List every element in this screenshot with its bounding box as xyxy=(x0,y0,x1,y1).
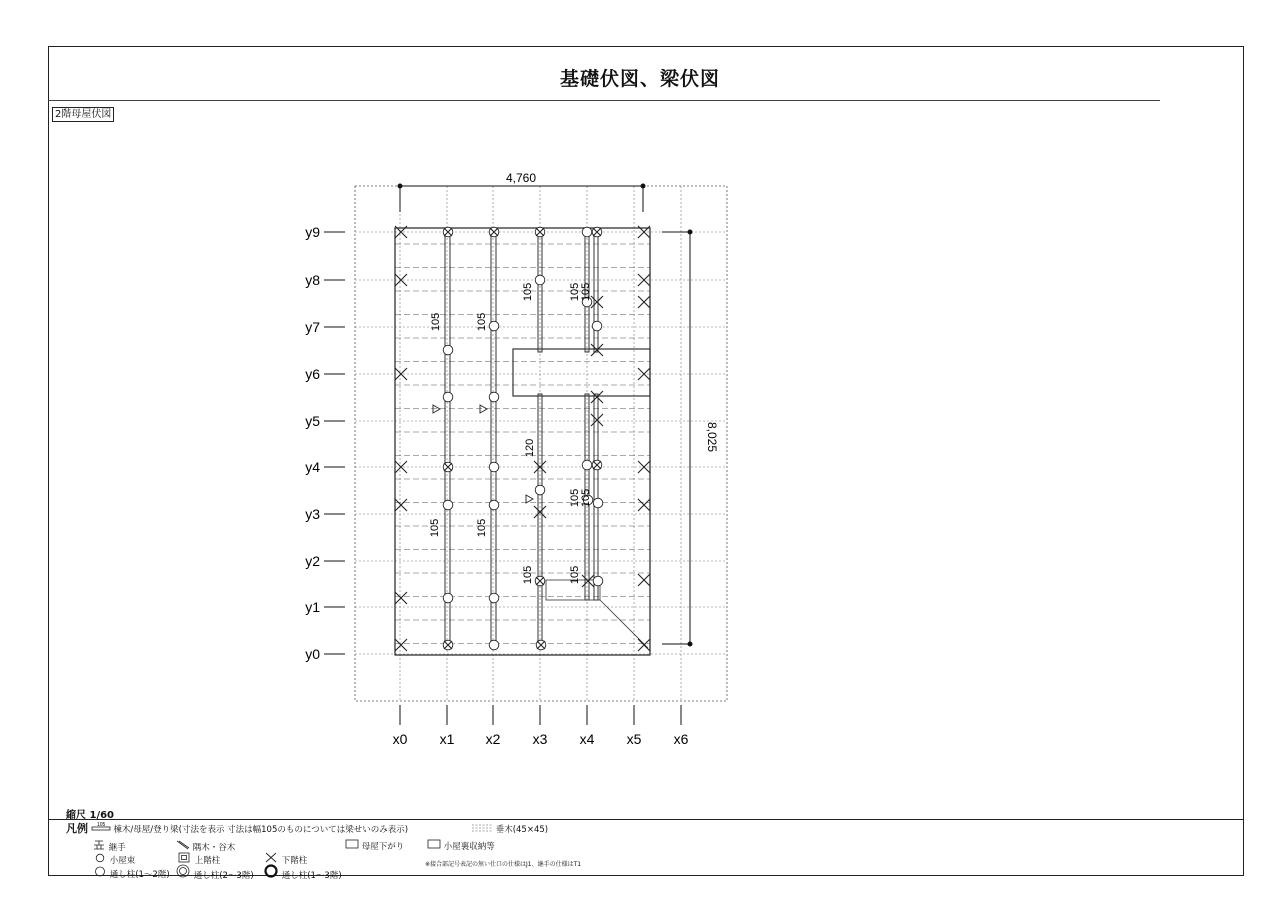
legend-hip: 隅木・谷木 xyxy=(192,843,236,853)
member-size-label: 105 xyxy=(569,488,581,508)
y-axis-label: y9 xyxy=(305,224,320,240)
member-size-label: 105 xyxy=(430,312,442,332)
x-axis-label: x3 xyxy=(532,731,548,747)
legend-upper-post: 上階柱 xyxy=(194,856,221,866)
strut-circle xyxy=(489,500,499,510)
strut-circle xyxy=(489,462,499,472)
legend-attic-item xyxy=(427,839,495,852)
lower-post-cross xyxy=(638,499,650,511)
member-size-label: 105 xyxy=(580,282,592,302)
beam-symbol-icon xyxy=(91,822,111,832)
strut-circle xyxy=(535,485,545,495)
width-dimension-text: 4,760 xyxy=(505,171,537,185)
plan-label: 2階母屋伏図 xyxy=(52,107,114,122)
strut-circle xyxy=(535,275,545,285)
strut-circle xyxy=(443,392,453,402)
grid-lines xyxy=(355,186,727,701)
strut-circle xyxy=(593,576,603,586)
y-axis-label: y5 xyxy=(305,413,320,429)
height-dimension xyxy=(662,230,692,646)
y-axis-label: y6 xyxy=(305,366,320,382)
purlin-beams xyxy=(445,232,650,648)
strut-circle xyxy=(489,640,499,650)
purlin-x2 xyxy=(491,232,496,646)
strut-circle xyxy=(592,321,602,331)
y-axis-label: y4 xyxy=(305,459,320,475)
strut-circle xyxy=(489,593,499,603)
strut-circle xyxy=(489,392,499,402)
legend-purlin-drop: 母屋下がり xyxy=(361,842,405,852)
legend-rafter: 垂木(45×45) xyxy=(495,825,549,835)
y-axis-label: y7 xyxy=(305,319,320,335)
strut-circle xyxy=(443,500,453,510)
legend-strut-item xyxy=(95,853,135,866)
strut-circle xyxy=(443,593,453,603)
strut-circle xyxy=(582,460,592,470)
member-size-labels xyxy=(429,283,592,584)
legend-purlin-drop-item xyxy=(345,839,404,852)
through-post-23-icon xyxy=(176,864,191,878)
lower-post-cross xyxy=(591,391,603,403)
hip-symbol-icon xyxy=(176,840,190,850)
legend-rafter-item xyxy=(471,824,548,835)
purlin-x1 xyxy=(445,232,450,646)
legend-through-13-item xyxy=(264,864,342,881)
y-axis-label: y1 xyxy=(305,599,320,615)
x-axis-label: x5 xyxy=(626,731,642,747)
height-dimension-text: 8,025 xyxy=(705,421,719,453)
drawing-title: 基礎伏図、梁伏図 xyxy=(560,68,721,90)
member-size-label: 105 xyxy=(522,282,534,302)
legend-beam: 棟木/母屋/登り梁(寸法を表示 寸法は幅105のものについては梁せいのみ表示) xyxy=(113,825,409,835)
legend-note: ※接合部記号表記の無い仕口の仕様はJ1、継手の仕様はT1 xyxy=(425,861,582,868)
purlin-x4b-upper xyxy=(594,232,598,352)
legend-through-23-item xyxy=(176,864,254,881)
legend-title: 凡例 xyxy=(66,822,88,835)
joint-symbol-icon xyxy=(92,840,106,850)
x-axis-labels xyxy=(393,705,689,747)
legend-divider xyxy=(48,819,1244,820)
legend-through-13: 通し柱(1～3階) xyxy=(281,871,342,881)
through-post-13-icon xyxy=(264,864,279,878)
y-axis-label: y8 xyxy=(305,272,320,288)
lower-post-cross xyxy=(591,414,603,426)
lower-post-cross xyxy=(395,499,407,511)
member-size-label: 105 xyxy=(476,312,488,332)
y-axis-label: y0 xyxy=(305,646,320,662)
legend-row-1 xyxy=(66,822,408,835)
upper-post-square-icon xyxy=(178,852,192,863)
member-size-label: 120 xyxy=(524,438,536,458)
strut-circle xyxy=(582,227,592,237)
legend-through-23: 通し柱(2～3階) xyxy=(193,871,254,881)
y-axis-label: y2 xyxy=(305,553,320,569)
lower-post-cross-icon xyxy=(265,852,279,863)
ridge-markers xyxy=(433,405,533,503)
member-size-label: 105 xyxy=(569,565,581,585)
lower-post-cross xyxy=(582,575,594,587)
x-axis-label: x0 xyxy=(392,731,408,747)
lower-post-cross xyxy=(638,639,650,651)
x-axis-label: x6 xyxy=(673,731,689,747)
legend-attic-storage: 小屋裏収納等 xyxy=(443,842,495,852)
y-axis-label: y3 xyxy=(305,506,320,522)
legend-joint-item xyxy=(92,840,126,853)
lower-post-cross xyxy=(591,296,603,308)
member-size-label: 105 xyxy=(580,488,592,508)
member-size-label: 105 xyxy=(522,565,534,585)
legend-joint: 継手 xyxy=(108,843,126,853)
purlin-x4b-lower xyxy=(594,394,598,600)
strut-circle xyxy=(593,498,603,508)
legend-through-12: 通し柱(1～2階) xyxy=(109,870,170,880)
legend-strut: 小屋束 xyxy=(109,856,136,866)
member-size-label: 105 xyxy=(476,518,488,538)
lower-post-cross xyxy=(638,574,650,586)
y-axis-labels xyxy=(305,224,345,662)
strut-circle xyxy=(443,345,453,355)
member-size-label: 105 xyxy=(569,282,581,302)
x-axis-label: x2 xyxy=(485,731,501,747)
lower-post-cross xyxy=(395,639,407,651)
attic-storage-symbol-icon xyxy=(427,839,441,849)
grid-extent xyxy=(355,186,727,701)
width-dimension xyxy=(398,184,645,212)
x-axis-label: x4 xyxy=(579,731,595,747)
lower-post-cross xyxy=(395,592,407,604)
purlin-drop-box xyxy=(513,349,650,396)
through-post-12-icon xyxy=(95,866,107,877)
x-axis-label: x1 xyxy=(439,731,455,747)
purlin-drop-symbol-icon xyxy=(345,839,359,849)
lower-post-cross xyxy=(638,296,650,308)
strut-circle-icon xyxy=(95,853,107,863)
scale-label: 縮尺 1/60 xyxy=(66,810,115,821)
legend-lower-post: 下階柱 xyxy=(281,856,308,866)
svg-text:105: 105 xyxy=(96,822,106,828)
strut-circle xyxy=(489,321,499,331)
rafter-symbol-icon xyxy=(471,824,493,832)
lower-post-cross xyxy=(591,344,603,356)
member-size-label: 105 xyxy=(429,518,441,538)
legend-through-12-item xyxy=(95,866,170,880)
